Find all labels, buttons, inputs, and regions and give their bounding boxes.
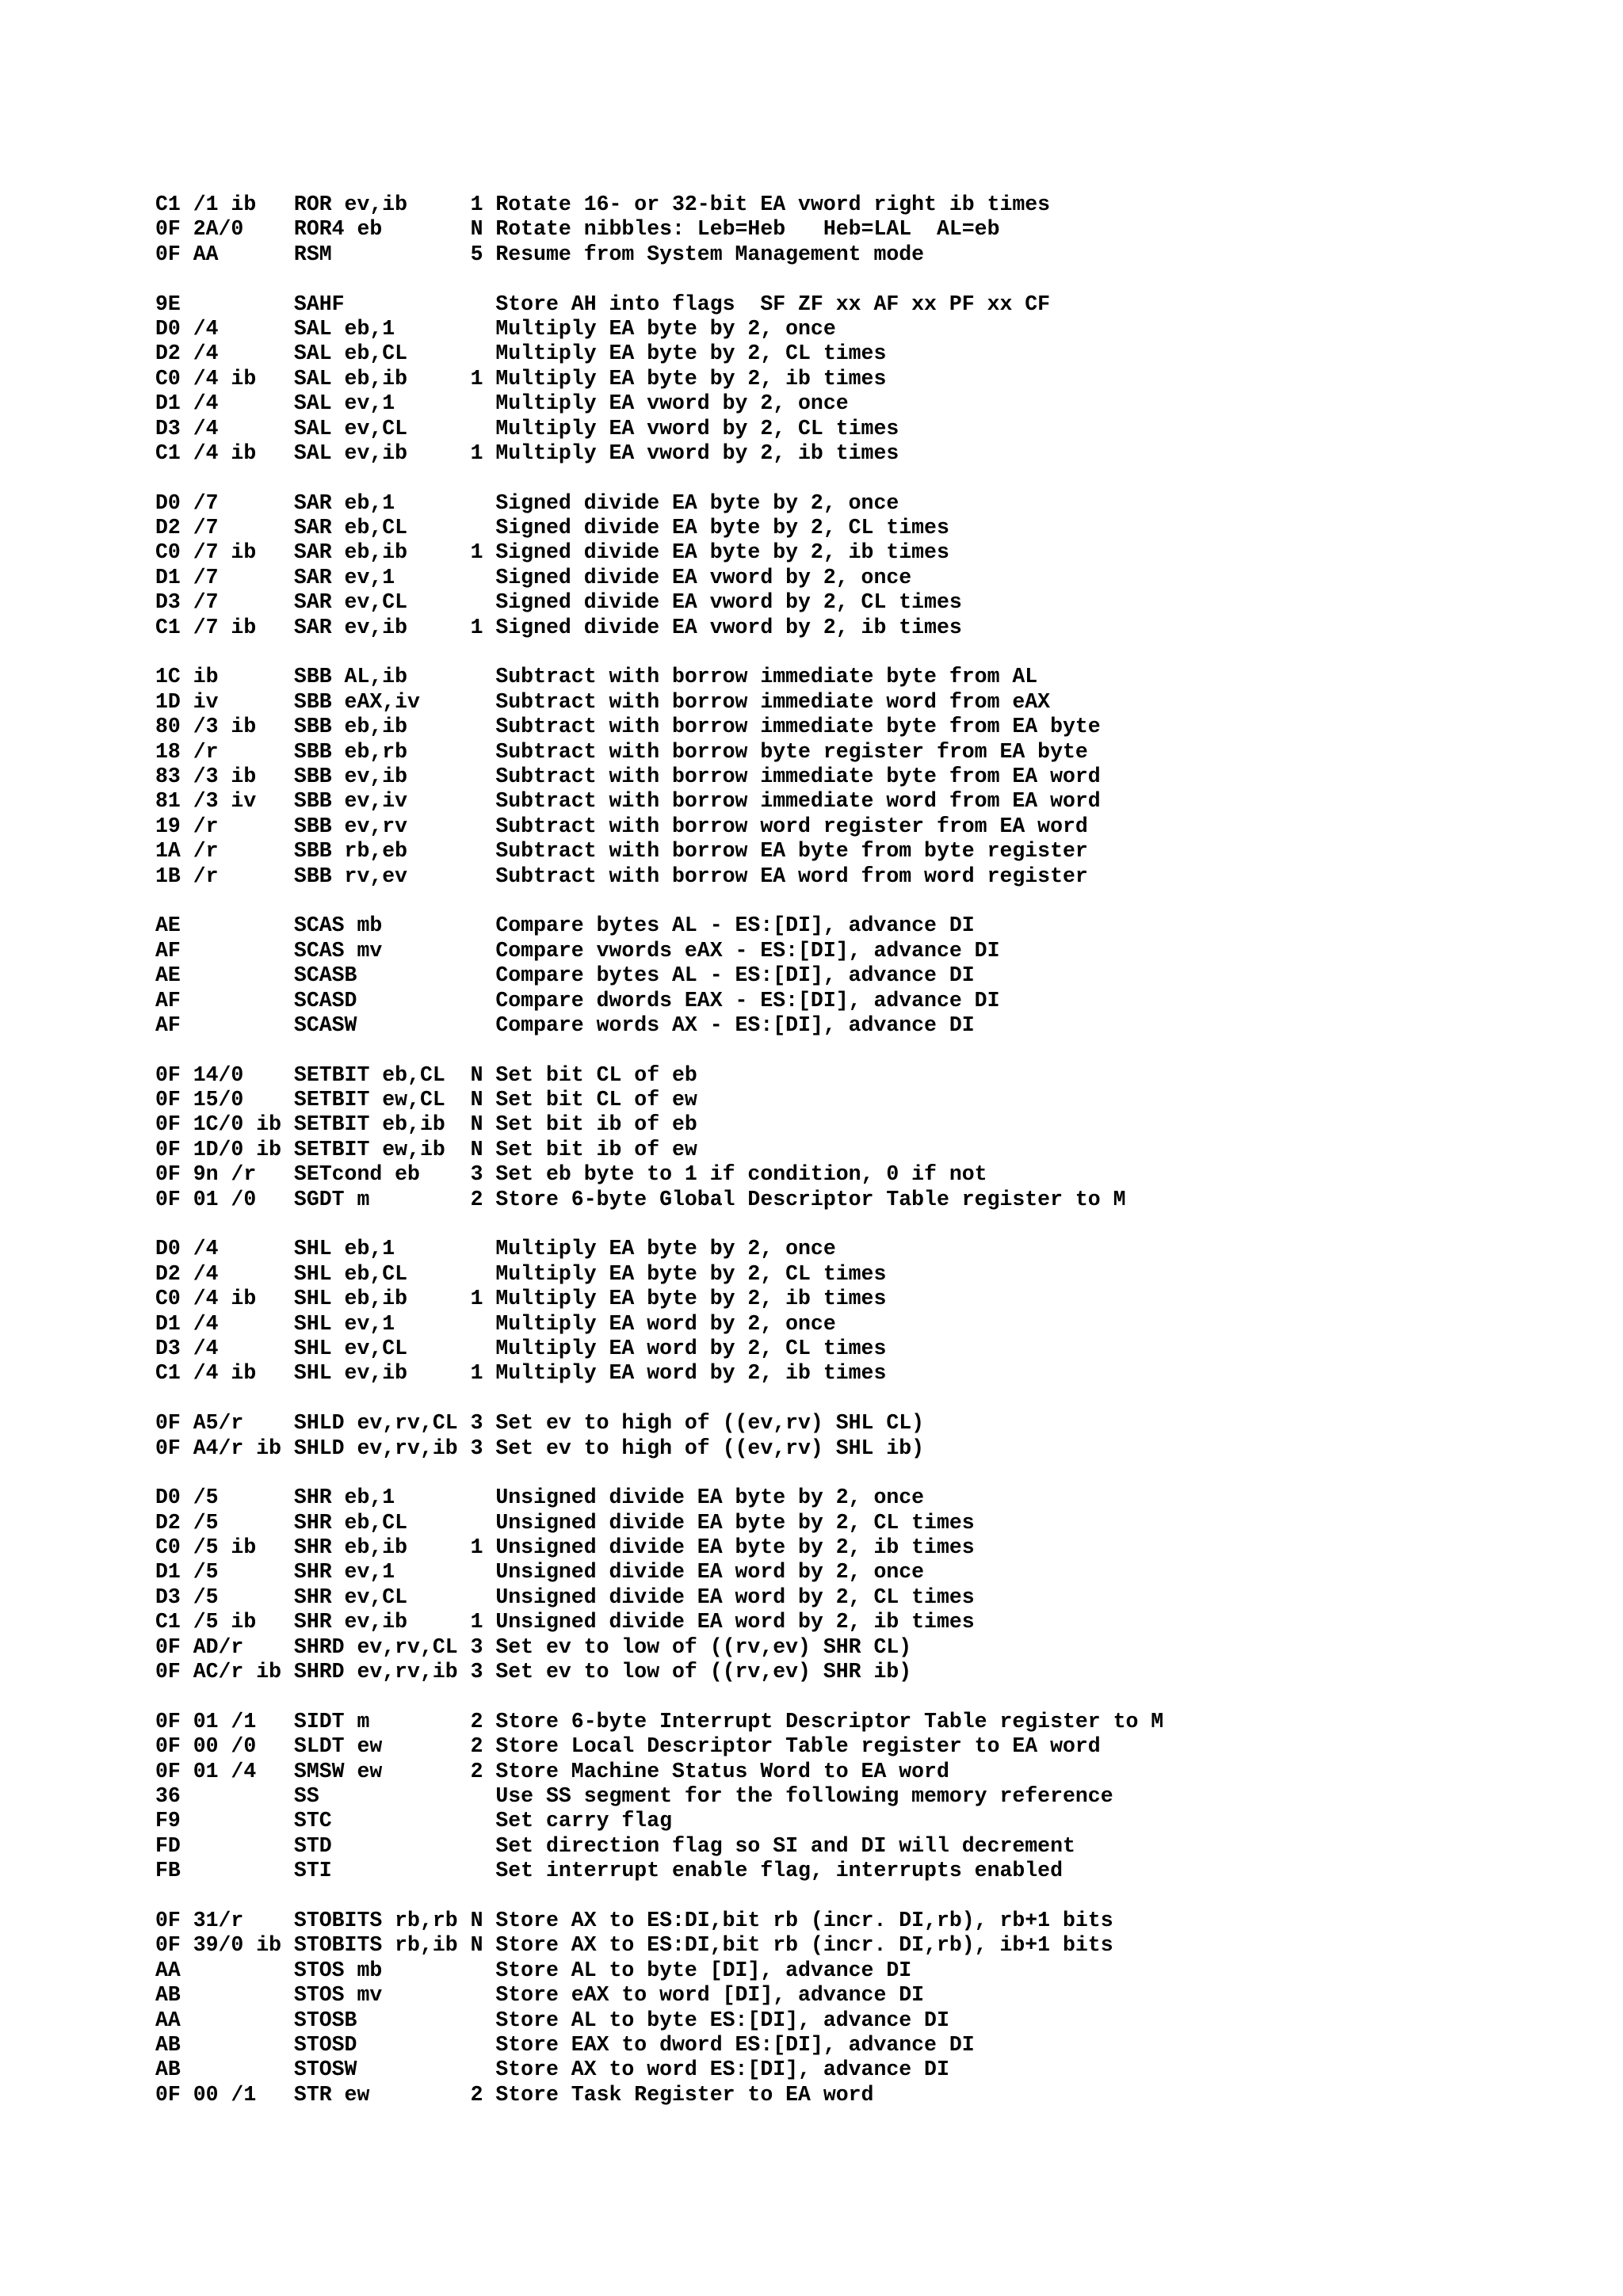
instruction-row: D2 /4 SHL eb,CL Multiply EA byte by 2, CL times: [155, 1261, 887, 1286]
instruction-row: F9 STC Set carry flag: [155, 1809, 673, 1833]
instruction-row: D3 /4 SAL ev,CL Multiply EA vword by 2, CL times: [155, 416, 899, 441]
instruction-row: 36 SS Use SS segment for the following memory reference: [155, 1784, 1113, 1808]
instruction-row: C0 /7 ib SAR eb,ib 1 Signed divide EA byte by 2, ib times: [155, 540, 949, 565]
instruction-row: 80 /3 ib SBB eb,ib Subtract with borrow immediate byte from EA byte: [155, 715, 1101, 739]
instruction-row: 18 /r SBB eb,rb Subtract with borrow byte register from EA byte: [155, 739, 1088, 764]
instruction-group: [155, 1411, 1163, 1461]
instruction-row: 83 /3 ib SBB ev,ib Subtract with borrow immediate byte from EA word: [155, 764, 1101, 788]
instruction-row: 0F 9n /r SETcond eb 3 Set eb byte to 1 if condition, 0 if not: [155, 1162, 987, 1187]
instruction-row: C1 /4 ib SAL ev,ib 1 Multiply EA vword by 2, ib times: [155, 441, 899, 465]
instruction-group: [155, 665, 1163, 889]
instruction-row: D1 /5 SHR ev,1 Unsigned divide EA word by 2, once: [155, 1560, 925, 1585]
instruction-row: D1 /4 SHL ev,1 Multiply EA word by 2, once: [155, 1311, 836, 1336]
instruction-group: [155, 1063, 1163, 1212]
opcode-listing: [155, 193, 1163, 2132]
instruction-row: 0F 1C/0 ib SETBIT eb,ib N Set bit ib of eb: [155, 1112, 697, 1137]
instruction-row: AA STOSB Store AL to byte ES:[DI], advance DI: [155, 2008, 949, 2032]
instruction-row: D0 /7 SAR eb,1 Signed divide EA byte by 2, once: [155, 490, 899, 515]
instruction-row: AF SCAS mv Compare vwords eAX - ES:[DI], advance DI: [155, 938, 1000, 963]
instruction-row: 1B /r SBB rv,ev Subtract with borrow EA word from word register: [155, 864, 1088, 888]
instruction-row: AF SCASW Compare words AX - ES:[DI], advance DI: [155, 1013, 975, 1037]
instruction-row: 0F 39/0 ib STOBITS rb,ib N Store AX to ES:DI,bit rb (incr. DI,rb), ib+1 bits: [155, 1933, 1113, 1958]
instruction-row: AF SCASD Compare dwords EAX - ES:[DI], advance DI: [155, 988, 1000, 1013]
instruction-group: [155, 1486, 1163, 1684]
instruction-row: AE SCAS mb Compare bytes AL - ES:[DI], advance DI: [155, 913, 975, 938]
instruction-row: FB STI Set interrupt enable flag, interrupts enabled: [155, 1859, 1063, 1883]
instruction-row: AB STOSW Store AX to word ES:[DI], advance DI: [155, 2058, 949, 2082]
instruction-row: 0F 15/0 SETBIT ew,CL N Set bit CL of ew: [155, 1088, 697, 1112]
instruction-group: [155, 1909, 1163, 2107]
instruction-row: D3 /7 SAR ev,CL Signed divide EA vword by 2, CL times: [155, 590, 962, 615]
instruction-row: 0F A5/r SHLD ev,rv,CL 3 Set ev to high of ((ev,rv) SHL CL): [155, 1411, 925, 1436]
instruction-row: D1 /4 SAL ev,1 Multiply EA vword by 2, once: [155, 391, 849, 416]
instruction-row: 0F 01 /4 SMSW ew 2 Store Machine Status Word to EA word: [155, 1759, 949, 1783]
instruction-row: 81 /3 iv SBB ev,iv Subtract with borrow immediate word from EA word: [155, 789, 1101, 814]
instruction-group: [155, 292, 1163, 467]
instruction-group: [155, 913, 1163, 1038]
instruction-row: C0 /4 ib SAL eb,ib 1 Multiply EA byte by 2, ib times: [155, 366, 887, 391]
instruction-row: 0F 01 /0 SGDT m 2 Store 6-byte Global Descriptor Table register to M: [155, 1187, 1126, 1211]
instruction-row: D3 /5 SHR ev,CL Unsigned divide EA word by 2, CL times: [155, 1585, 975, 1609]
instruction-row: 1D iv SBB eAX,iv Subtract with borrow immediate word from eAX: [155, 689, 1051, 714]
instruction-row: 1A /r SBB rb,eb Subtract with borrow EA byte from byte register: [155, 839, 1088, 864]
instruction-row: AB STOSD Store EAX to dword ES:[DI], advance DI: [155, 2032, 975, 2057]
instruction-row: AA STOS mb Store AL to byte [DI], advance DI: [155, 1958, 912, 1982]
instruction-row: 19 /r SBB ev,rv Subtract with borrow word register from EA word: [155, 814, 1088, 838]
instruction-row: D2 /5 SHR eb,CL Unsigned divide EA byte by 2, CL times: [155, 1510, 975, 1535]
instruction-row: FD STD Set direction flag so SI and DI will decrement: [155, 1833, 1075, 1858]
instruction-row: C1 /4 ib SHL ev,ib 1 Multiply EA word by 2, ib times: [155, 1361, 887, 1386]
instruction-row: 0F AC/r ib SHRD ev,rv,ib 3 Set ev to low of ((rv,ev) SHR ib): [155, 1660, 912, 1684]
instruction-group: [155, 1710, 1163, 1884]
instruction-row: AB STOS mv Store eAX to word [DI], advance DI: [155, 1983, 925, 2008]
instruction-row: D0 /4 SAL eb,1 Multiply EA byte by 2, once: [155, 316, 836, 341]
instruction-row: 0F 00 /0 SLDT ew 2 Store Local Descriptor Table register to EA word: [155, 1734, 1101, 1759]
instruction-row: 0F AD/r SHRD ev,rv,CL 3 Set ev to low of ((rv,ev) SHR CL): [155, 1634, 912, 1659]
instruction-row: 0F 31/r STOBITS rb,rb N Store AX to ES:DI,bit rb (incr. DI,rb), rb+1 bits: [155, 1908, 1113, 1932]
instruction-row: 0F 14/0 SETBIT eb,CL N Set bit CL of eb: [155, 1062, 697, 1087]
instruction-row: 0F AA RSM 5 Resume from System Management mode: [155, 242, 925, 266]
instruction-row: 1C ib SBB AL,ib Subtract with borrow immediate byte from AL: [155, 665, 1038, 689]
instruction-row: AE SCASB Compare bytes AL - ES:[DI], advance DI: [155, 963, 975, 988]
instruction-row: 0F A4/r ib SHLD ev,rv,ib 3 Set ev to high of ((ev,rv) SHL ib): [155, 1436, 925, 1460]
instruction-row: 0F 01 /1 SIDT m 2 Store 6-byte Interrupt Descriptor Table register to M: [155, 1709, 1164, 1733]
instruction-row: C0 /5 ib SHR eb,ib 1 Unsigned divide EA byte by 2, ib times: [155, 1535, 975, 1560]
instruction-row: C0 /4 ib SHL eb,ib 1 Multiply EA byte by 2, ib times: [155, 1287, 887, 1311]
instruction-row: D2 /7 SAR eb,CL Signed divide EA byte by 2, CL times: [155, 516, 949, 540]
instruction-row: 0F 2A/0 ROR4 eb N Rotate nibbles: Leb=Heb Heb=LAL AL=eb: [155, 217, 1000, 242]
instruction-row: 9E SAHF Store AH into flags SF ZF xx AF xx PF xx CF: [155, 292, 1051, 316]
instruction-row: 0F 00 /1 STR ew 2 Store Task Register to EA word: [155, 2082, 874, 2107]
instruction-row: D1 /7 SAR ev,1 Signed divide EA vword by 2, once: [155, 565, 912, 589]
instruction-row: D0 /5 SHR eb,1 Unsigned divide EA byte by 2, once: [155, 1486, 925, 1510]
instruction-group: [155, 491, 1163, 640]
instruction-row: 0F 1D/0 ib SETBIT ew,ib N Set bit ib of ew: [155, 1137, 697, 1161]
instruction-row: D3 /4 SHL ev,CL Multiply EA word by 2, CL times: [155, 1336, 887, 1360]
instruction-group: [155, 193, 1163, 267]
instruction-row: D2 /4 SAL eb,CL Multiply EA byte by 2, CL times: [155, 341, 887, 366]
instruction-row: C1 /7 ib SAR ev,ib 1 Signed divide EA vword by 2, ib times: [155, 615, 962, 639]
instruction-row: C1 /1 ib ROR ev,ib 1 Rotate 16- or 32-bit EA vword right ib times: [155, 193, 1051, 216]
instruction-group: [155, 1237, 1163, 1386]
instruction-row: D0 /4 SHL eb,1 Multiply EA byte by 2, once: [155, 1237, 836, 1261]
instruction-row: C1 /5 ib SHR ev,ib 1 Unsigned divide EA word by 2, ib times: [155, 1610, 975, 1634]
